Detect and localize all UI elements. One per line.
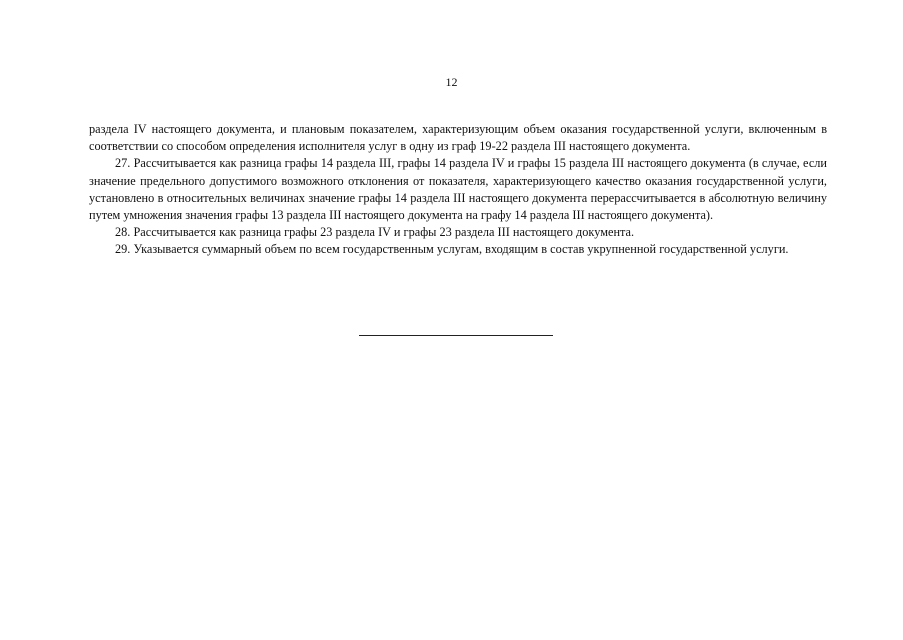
- paragraph-continuation: раздела IV настоящего документа, и плановым показателем, характеризующим объем оказания государственной услуги, включенным в соответствии со способом определения исполнителя услуг в одну из граф 19-22 раздела III настоящего документа.: [89, 122, 827, 154]
- paragraph-29: 29. Указывается суммарный объем по всем государственным услугам, входящим в состав укрупненной государственной услуги.: [115, 242, 789, 257]
- page-number: 12: [445, 75, 458, 89]
- paragraph-27: 27. Рассчитывается как разница графы 14 раздела III, графы 14 раздела IV и графы 15 раздела III настоящего документа (в случае, если значение предельного допустимого возможного отклонения от показателя, характеризующего качество оказания государственной услуги, установлено в относительных величинах значение графы 14 раздела III настоящего документа перерассчитывается в абсолютную величину путем умножения значения графы 13 раздела III настоящего документа на графу 14 раздела III настоящего документа).: [89, 156, 827, 223]
- paragraph-28: 28. Рассчитывается как разница графы 23 раздела IV и графы 23 раздела III настоящего документа.: [115, 225, 635, 240]
- document-body: [89, 121, 827, 259]
- end-separator-line: [359, 335, 553, 336]
